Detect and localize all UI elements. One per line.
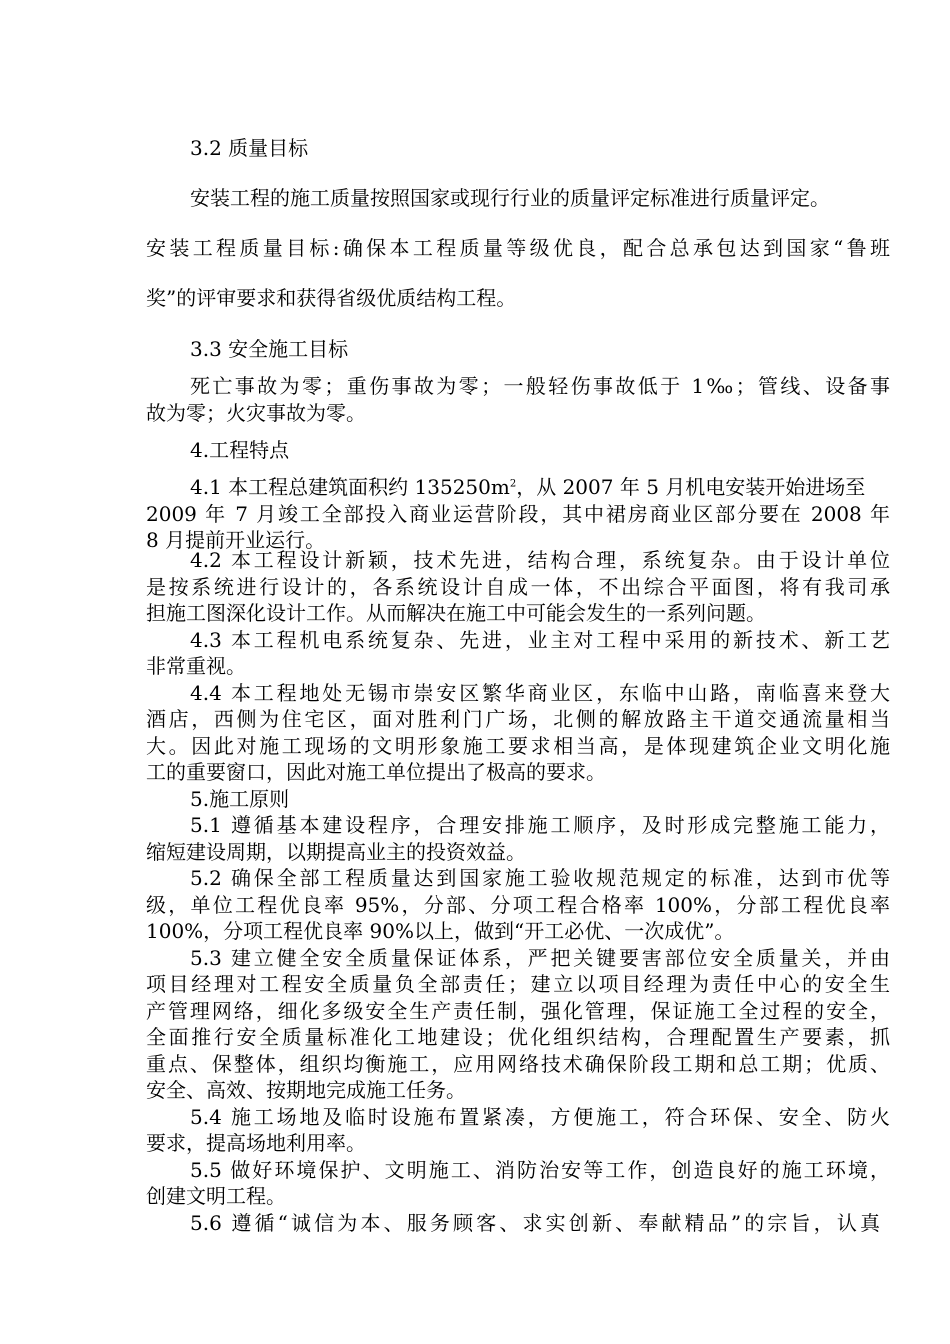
- paragraph-line: 要求，提高场地利用率。: [146, 1131, 366, 1155]
- paragraph-line: 全面推行安全质量标准化工地建设；优化组织结构，合理配置生产要素，抓: [146, 1025, 890, 1049]
- paragraph-line: 100%，分项工程优良率 90%以上，做到“开工必优、一次成优”。: [146, 919, 735, 943]
- paragraph-line: 创建文明工程。: [146, 1184, 286, 1208]
- paragraph-line: 4.2 本工程设计新颖，技术先进，结构合理，系统复杂。由于设计单位: [190, 548, 890, 572]
- text-run: ，从 2007 年 5 月机电安装开始进场至: [516, 475, 866, 499]
- section-heading-3-3: 3.3 安全施工目标: [190, 337, 349, 361]
- paragraph-line: 4.4 本工程地处无锡市崇安区繁华商业区，东临中山路，南临喜来登大: [190, 681, 890, 705]
- paragraph-line: 4.3 本工程机电系统复杂、先进，业主对工程中采用的新技术、新工艺: [190, 628, 890, 652]
- paragraph-line: 安装工程质量目标:确保本工程质量等级优良，配合总承包达到国家“鲁班: [146, 236, 890, 260]
- paragraph-line: 奖”的评审要求和获得省级优质结构工程。: [146, 286, 517, 310]
- paragraph-line: [190, 473, 865, 501]
- section-heading-4: 4.工程特点: [190, 438, 290, 462]
- paragraph-line: 5.6 遵循“诚信为本、服务顾客、求实创新、奉献精品”的宗旨，认真: [190, 1211, 880, 1235]
- paragraph-line: 非常重视。: [146, 654, 246, 678]
- paragraph-line: 故为零；火灾事故为零。: [146, 401, 366, 425]
- paragraph-line: 重点、保整体，组织均衡施工，应用网络技术确保阶段工期和总工期；优质、: [146, 1052, 890, 1076]
- text-run: 4.1 本工程总建筑面积约 135250m: [190, 475, 510, 499]
- paragraph-line: 死亡事故为零；重伤事故为零；一般轻伤事故低于 1‰；管线、设备事: [190, 374, 890, 398]
- paragraph-line: 酒店，西侧为住宅区，面对胜利门广场，北侧的解放路主干道交通流量相当: [146, 707, 890, 731]
- paragraph-line: 5.2 确保全部工程质量达到国家施工验收规范规定的标准，达到市优等: [190, 866, 890, 890]
- section-heading-5: 5.施工原则: [190, 787, 290, 811]
- superscript: 2: [509, 478, 517, 490]
- section-heading-3-2: 3.2 质量目标: [190, 136, 309, 160]
- paragraph-line: 5.4 施工场地及临时设施布置紧凑，方便施工，符合环保、安全、防火: [190, 1105, 890, 1129]
- paragraph-line: 5.5 做好环境保护、文明施工、消防治安等工作，创造良好的施工环境，: [190, 1158, 890, 1182]
- paragraph-line: 级，单位工程优良率 95%，分部、分项工程合格率 100%，分部工程优良率: [146, 893, 890, 917]
- paragraph-line: 担施工图深化设计工作。从而解决在施工中可能会发生的一系列问题。: [146, 601, 766, 625]
- paragraph-line: 大。因此对施工现场的文明形象施工要求相当高，是体现建筑企业文明化施: [146, 734, 890, 758]
- paragraph-line: 5.1 遵循基本建设程序，合理安排施工顺序，及时形成完整施工能力，: [190, 813, 890, 837]
- paragraph-line: 2009 年 7 月竣工全部投入商业运营阶段，其中裙房商业区部分要在 2008 年: [146, 502, 890, 526]
- paragraph-line: 8 月提前开业运行。: [146, 528, 326, 552]
- paragraph-line: 项目经理对工程安全质量负全部责任；建立以项目经理为责任中心的安全生: [146, 972, 890, 996]
- paragraph-line: 产管理网络，细化多级安全生产责任制，强化管理，保证施工全过程的安全，: [146, 999, 890, 1023]
- paragraph-line: 安装工程的施工质量按照国家或现行行业的质量评定标准进行质量评定。: [190, 186, 830, 210]
- paragraph-line: 缩短建设周期，以期提高业主的投资效益。: [146, 840, 526, 864]
- paragraph-line: 5.3 建立健全安全质量保证体系，严把关键要害部位安全质量关，并由: [190, 946, 890, 970]
- paragraph-line: 工的重要窗口，因此对施工单位提出了极高的要求。: [146, 760, 606, 784]
- paragraph-line: 安全、高效、按期地完成施工任务。: [146, 1078, 466, 1102]
- paragraph-line: 是按系统进行设计的，各系统设计自成一体，不出综合平面图，将有我司承: [146, 575, 890, 599]
